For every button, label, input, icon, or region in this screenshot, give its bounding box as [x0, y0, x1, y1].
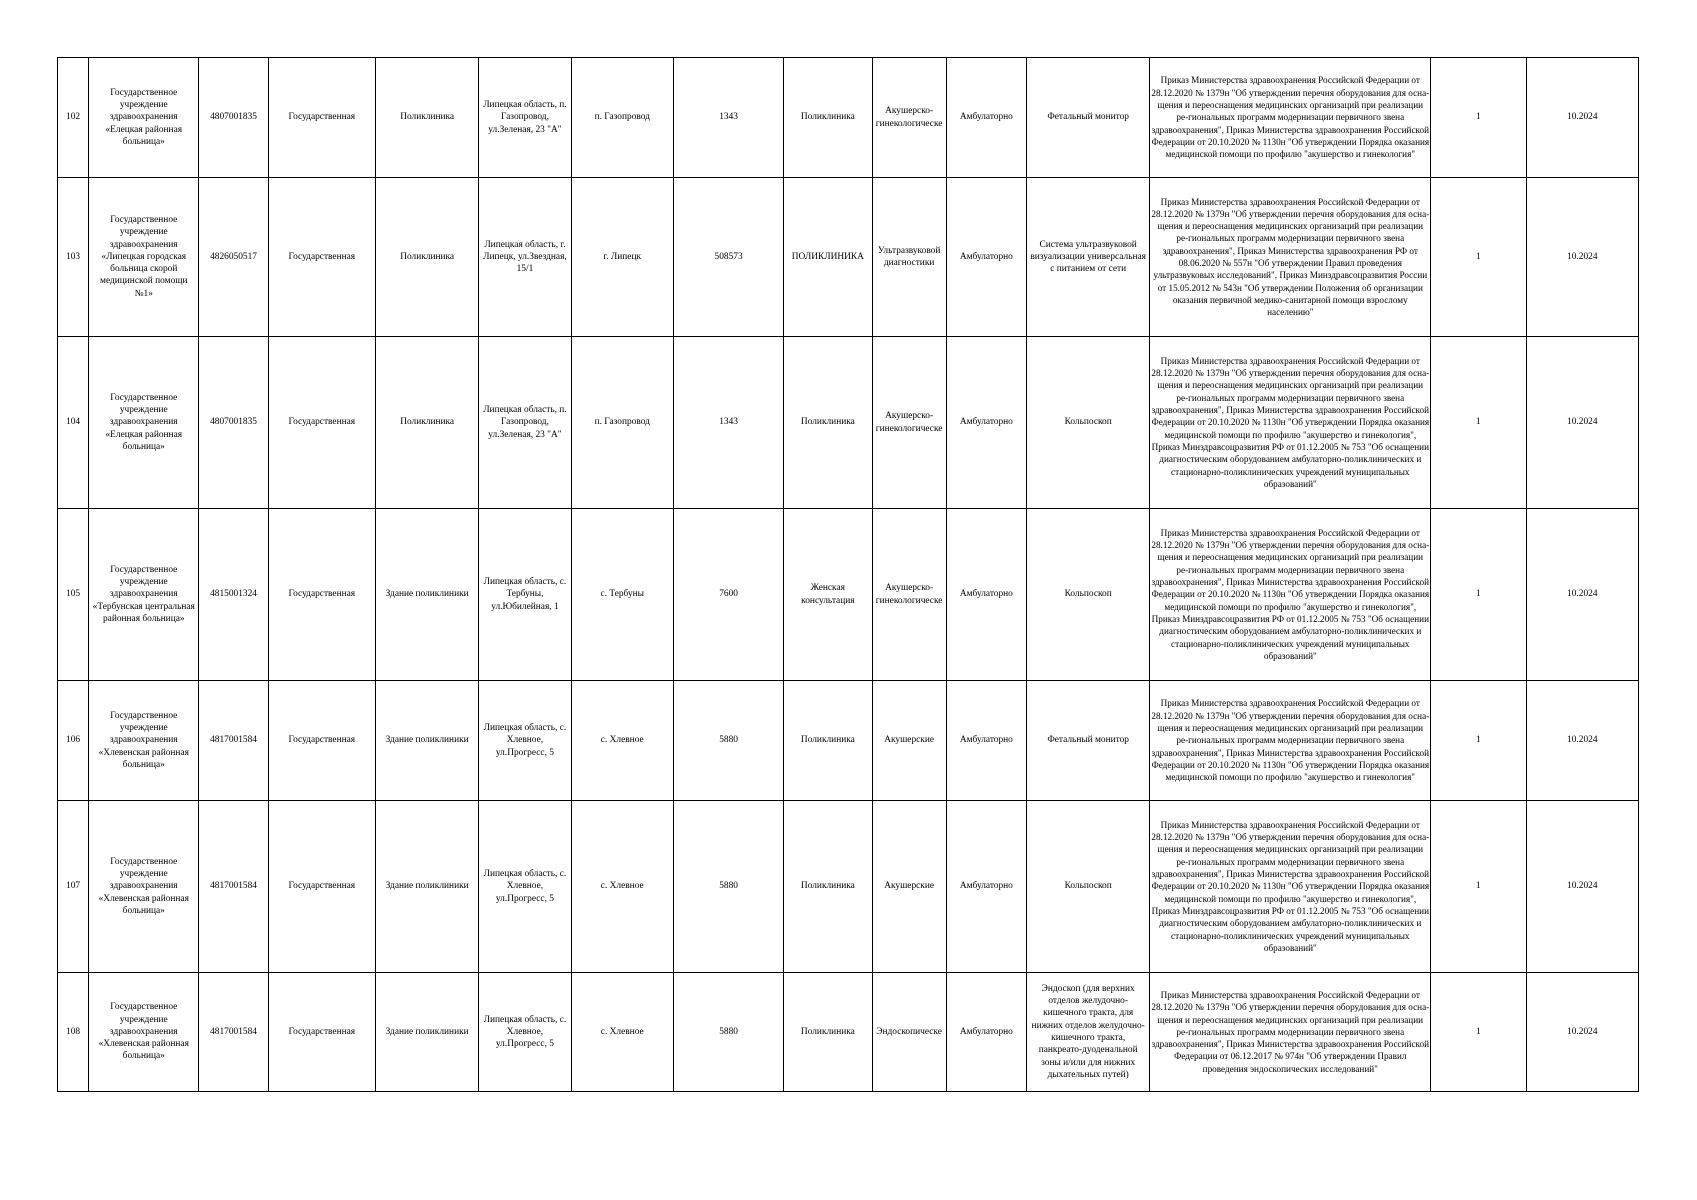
population-cell: 1343 — [673, 58, 783, 178]
date-cell: 10.2024 — [1526, 58, 1638, 178]
row-number: 108 — [58, 973, 89, 1092]
inn-cell: 4817001584 — [199, 801, 268, 973]
inn-cell: 4815001324 — [199, 509, 268, 681]
table-row — [58, 178, 1639, 337]
address-cell: Липецкая область, с. Хлевное, ул.Прогресс, 5 — [479, 973, 571, 1092]
locality-cell: п. Газопровод — [571, 58, 673, 178]
department-cell: Эндоскопическе — [872, 973, 946, 1092]
date-cell: 10.2024 — [1526, 178, 1638, 337]
building-cell: Здание поликлиники — [375, 801, 478, 973]
population-cell: 1343 — [673, 337, 783, 509]
quantity-cell: 1 — [1431, 973, 1526, 1092]
inn-cell: 4826050517 — [199, 178, 268, 337]
organization-name: Государственное учреждение здравоохранения «Липецкая городская больница скорой медицинской помощи №1» — [89, 178, 199, 337]
quantity-cell: 1 — [1431, 337, 1526, 509]
date-cell: 10.2024 — [1526, 681, 1638, 801]
quantity-cell: 1 — [1431, 178, 1526, 337]
unit-cell: Поликлиника — [784, 337, 872, 509]
locality-cell: г. Липецк — [571, 178, 673, 337]
quantity-cell: 1 — [1431, 58, 1526, 178]
row-number: 102 — [58, 58, 89, 178]
legal-basis-cell: Приказ Министерства здравоохранения Российской Федерации от 28.12.2020 № 1379н "Об утверждении перечня оборудования для осна-щения и переоснащения медицинских организаций при реализации ре-гиональных программ модернизации первичного звена здравоохранения", Приказ Министерства здравоохранения РФ от 08.06.2020 № 557н "Об утверждении Правил проведения ультразвуковых исследований", Приказ Минздравсоцразвития России от 15.05.2012 № 543н "Об утверждении Положения об организации оказания первичной медико-санитарной помощи взрослому населению" — [1150, 178, 1431, 337]
ownership-cell: Государственная — [268, 973, 375, 1092]
legal-basis-cell: Приказ Министерства здравоохранения Российской Федерации от 28.12.2020 № 1379н "Об утверждении перечня оборудования для осна-щения и переоснащения медицинских организаций при реализации ре-гиональных программ модернизации первичного звена здравоохранения", Приказ Министерства здравоохранения Российской Федерации от 20.10.2020 № 1130н "Об утверждении Порядка оказания медицинской помощи по профилю "акушерство и гинекология" — [1150, 681, 1431, 801]
unit-cell: Поликлиника — [784, 681, 872, 801]
building-cell: Здание поликлиники — [375, 681, 478, 801]
building-cell: Здание поликлиники — [375, 509, 478, 681]
address-cell: Липецкая область, г. Липецк, ул.Звездная, 15/1 — [479, 178, 571, 337]
conditions-cell: Амбулаторно — [946, 337, 1026, 509]
ownership-cell: Государственная — [268, 801, 375, 973]
department-cell: Акушерские — [872, 801, 946, 973]
ownership-cell: Государственная — [268, 681, 375, 801]
legal-basis-cell: Приказ Министерства здравоохранения Российской Федерации от 28.12.2020 № 1379н "Об утверждении перечня оборудования для осна-щения и переоснащения медицинских организаций при реализации ре-гиональных программ модернизации первичного звена здравоохранения", Приказ Министерства здравоохранения Российской Федерации от 20.10.2020 № 1130н "Об утверждении Порядка оказания медицинской помощи по профилю "акушерство и гинекология" — [1150, 58, 1431, 178]
ownership-cell: Государственная — [268, 178, 375, 337]
table-row — [58, 337, 1639, 509]
quantity-cell: 1 — [1431, 801, 1526, 973]
conditions-cell: Амбулаторно — [946, 973, 1026, 1092]
date-cell: 10.2024 — [1526, 337, 1638, 509]
conditions-cell: Амбулаторно — [946, 801, 1026, 973]
building-cell: Поликлиника — [375, 58, 478, 178]
equipment-cell: Кольпоскоп — [1026, 801, 1149, 973]
legal-basis-cell: Приказ Министерства здравоохранения Российской Федерации от 28.12.2020 № 1379н "Об утверждении перечня оборудования для осна-щения и переоснащения медицинских организаций при реализации ре-гиональных программ модернизации первичного звена здравоохранения", Приказ Министерства здравоохранения Российской Федерации от 20.10.2020 № 1130н "Об утверждении Порядка оказания медицинской помощи по профилю "акушерство и гинекология", Приказ Минздравсоцразвития РФ от 01.12.2005 № 753 "Об оснащении диагностическим оборудованием амбулаторно-поликлинических и стационарно-поликлинических учреждений муниципальных образований" — [1150, 509, 1431, 681]
equipment-cell: Система ультразвуковой визуализации универсальная с питанием от сети — [1026, 178, 1149, 337]
row-number: 103 — [58, 178, 89, 337]
row-number: 104 — [58, 337, 89, 509]
table-row — [58, 973, 1639, 1092]
department-cell: Ультразвуковой диагностики — [872, 178, 946, 337]
quantity-cell: 1 — [1431, 509, 1526, 681]
conditions-cell: Амбулаторно — [946, 509, 1026, 681]
equipment-cell: Фетальный монитор — [1026, 681, 1149, 801]
inn-cell: 4817001584 — [199, 973, 268, 1092]
legal-basis-cell: Приказ Министерства здравоохранения Российской Федерации от 28.12.2020 № 1379н "Об утверждении перечня оборудования для осна-щения и переоснащения медицинских организаций при реализации ре-гиональных программ модернизации первичного звена здравоохранения", Приказ Министерства здравоохранения Российской Федерации от 20.10.2020 № 1130н "Об утверждении Порядка оказания медицинской помощи по профилю "акушерство и гинекология", Приказ Минздравсоцразвития РФ от 01.12.2005 № 753 "Об оснащении диагностическим оборудованием амбулаторно-поликлинических и стационарно-поликлинических учреждений муниципальных образований" — [1150, 337, 1431, 509]
building-cell: Здание поликлиники — [375, 973, 478, 1092]
locality-cell: с. Тербуны — [571, 509, 673, 681]
row-number: 106 — [58, 681, 89, 801]
date-cell: 10.2024 — [1526, 801, 1638, 973]
organization-name: Государственное учреждение здравоохранения «Хлевенская районная больница» — [89, 681, 199, 801]
ownership-cell: Государственная — [268, 509, 375, 681]
population-cell: 7600 — [673, 509, 783, 681]
address-cell: Липецкая область, с. Хлевное, ул.Прогресс, 5 — [479, 681, 571, 801]
address-cell: Липецкая область, с. Хлевное, ул.Прогресс, 5 — [479, 801, 571, 973]
unit-cell: Женская консультация — [784, 509, 872, 681]
ownership-cell: Государственная — [268, 58, 375, 178]
conditions-cell: Амбулаторно — [946, 58, 1026, 178]
department-cell: Акушерско-гинекологическе — [872, 509, 946, 681]
legal-basis-cell: Приказ Министерства здравоохранения Российской Федерации от 28.12.2020 № 1379н "Об утверждении перечня оборудования для осна-щения и переоснащения медицинских организаций при реализации ре-гиональных программ модернизации первичного звена здравоохранения", Приказ Министерства здравоохранения Российской Федерации от 20.10.2020 № 1130н "Об утверждении Порядка оказания медицинской помощи по профилю "акушерство и гинекология", Приказ Минздравсоцразвития РФ от 01.12.2005 № 753 "Об оснащении диагностическим оборудованием амбулаторно-поликлинических и стационарно-поликлинических учреждений муниципальных образований" — [1150, 801, 1431, 973]
address-cell: Липецкая область, п. Газопровод, ул.Зеленая, 23 "А" — [479, 58, 571, 178]
unit-cell: ПОЛИКЛИНИКА — [784, 178, 872, 337]
table-row — [58, 801, 1639, 973]
equipment-cell: Кольпоскоп — [1026, 337, 1149, 509]
conditions-cell: Амбулаторно — [946, 178, 1026, 337]
date-cell: 10.2024 — [1526, 509, 1638, 681]
building-cell: Поликлиника — [375, 337, 478, 509]
unit-cell: Поликлиника — [784, 58, 872, 178]
row-number: 107 — [58, 801, 89, 973]
unit-cell: Поликлиника — [784, 801, 872, 973]
legal-basis-cell: Приказ Министерства здравоохранения Российской Федерации от 28.12.2020 № 1379н "Об утверждении перечня оборудования для осна-щения и переоснащения медицинских организаций при реализации ре-гиональных программ модернизации первичного звена здравоохранения", Приказ Министерства здравоохранения Российской Федерации от 06.12.2017 № 974н "Об утверждении Правил проведения эндоскопических исследований" — [1150, 973, 1431, 1092]
building-cell: Поликлиника — [375, 178, 478, 337]
organization-name: Государственное учреждение здравоохранения «Тербунская центральная районная больница» — [89, 509, 199, 681]
department-cell: Акушерские — [872, 681, 946, 801]
table-row — [58, 681, 1639, 801]
quantity-cell: 1 — [1431, 681, 1526, 801]
inn-cell: 4807001835 — [199, 337, 268, 509]
organization-name: Государственное учреждение здравоохранения «Хлевенская районная больница» — [89, 801, 199, 973]
equipment-cell: Кольпоскоп — [1026, 509, 1149, 681]
address-cell: Липецкая область, с. Тербуны, ул.Юбилейная, 1 — [479, 509, 571, 681]
ownership-cell: Государственная — [268, 337, 375, 509]
equipment-cell: Фетальный монитор — [1026, 58, 1149, 178]
population-cell: 5880 — [673, 973, 783, 1092]
locality-cell: с. Хлевное — [571, 973, 673, 1092]
department-cell: Акушерско-гинекологическе — [872, 58, 946, 178]
inn-cell: 4817001584 — [199, 681, 268, 801]
date-cell: 10.2024 — [1526, 973, 1638, 1092]
table-row — [58, 509, 1639, 681]
conditions-cell: Амбулаторно — [946, 681, 1026, 801]
organization-name: Государственное учреждение здравоохранения «Хлевенская районная больница» — [89, 973, 199, 1092]
population-cell: 5880 — [673, 801, 783, 973]
inn-cell: 4807001835 — [199, 58, 268, 178]
locality-cell: п. Газопровод — [571, 337, 673, 509]
population-cell: 508573 — [673, 178, 783, 337]
organization-name: Государственное учреждение здравоохранения «Елецкая районная больница» — [89, 58, 199, 178]
population-cell: 5880 — [673, 681, 783, 801]
address-cell: Липецкая область, п. Газопровод, ул.Зеленая, 23 "А" — [479, 337, 571, 509]
row-number: 105 — [58, 509, 89, 681]
equipment-table — [57, 57, 1639, 1092]
department-cell: Акушерско-гинекологическе — [872, 337, 946, 509]
organization-name: Государственное учреждение здравоохранения «Елецкая районная больница» — [89, 337, 199, 509]
locality-cell: с. Хлевное — [571, 681, 673, 801]
locality-cell: с. Хлевное — [571, 801, 673, 973]
unit-cell: Поликлиника — [784, 973, 872, 1092]
table-row — [58, 58, 1639, 178]
equipment-cell: Эндоскоп (для верхних отделов желудочно-кишечного тракта, для нижних отделов желудочно-кишечного тракта, панкреато-дуоденальной зоны и/или для нижних дыхательных путей) — [1026, 973, 1149, 1092]
